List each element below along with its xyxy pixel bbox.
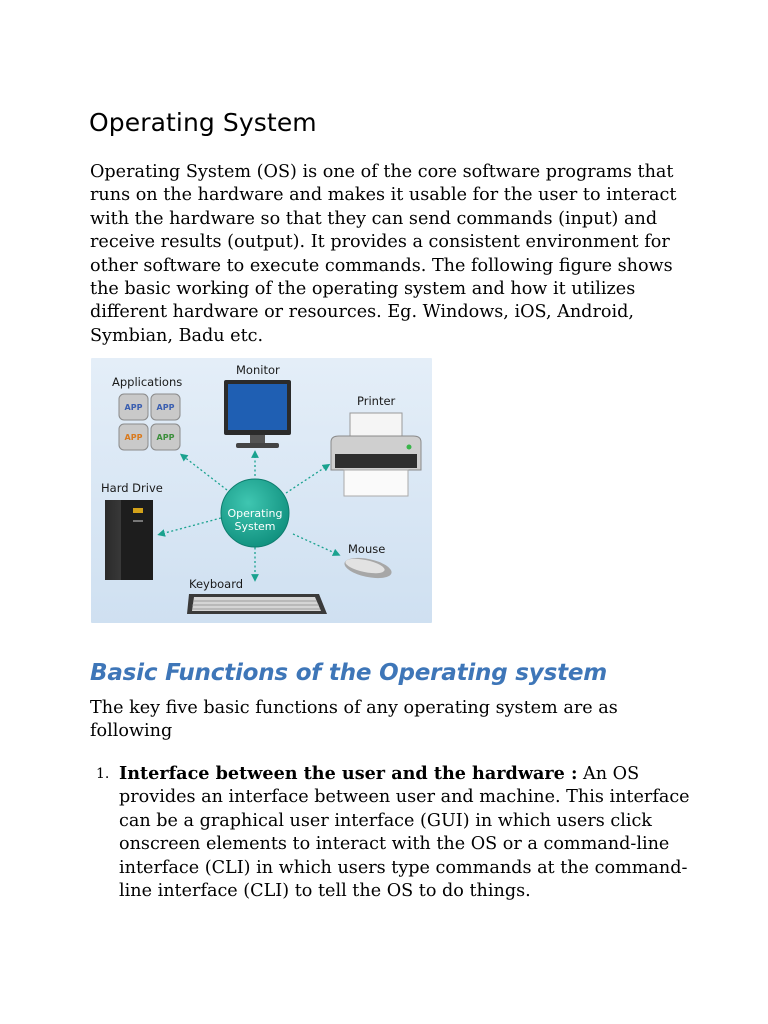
- list-number: 1.: [96, 766, 110, 782]
- list-item-title: Interface between the user and the hardware :: [119, 763, 578, 784]
- list-item: [90, 762, 690, 903]
- os-diagram-figure: [91, 358, 432, 623]
- svg-text:APP: APP: [156, 403, 175, 412]
- mouse-label: Mouse: [348, 542, 386, 556]
- hard-drive-icon: [105, 500, 153, 580]
- svg-text:APP: APP: [124, 403, 143, 412]
- lead-paragraph: The key five basic functions of any operating system are as following: [90, 698, 618, 742]
- hard-drive-label: Hard Drive: [101, 481, 163, 495]
- os-label-line1: Operating: [227, 507, 283, 520]
- keyboard-icon: [187, 594, 327, 614]
- os-diagram: [91, 358, 432, 623]
- section-title: Basic Functions of the Operating system: [90, 660, 608, 686]
- list-item-body: An OS provides an interface between user and machine. This interface can be a graphical user interface (GUI) in which users click onscreen elements to interact with the OS or a command-line interface (CLI) in which users type commands at the command-line interface (CLI) to tell the OS to do things.: [119, 764, 690, 902]
- intro-paragraph: Operating System (OS) is one of the core software programs that runs on the hardware and makes it usable for the user to interact with the hardware so that they can send commands (input) and receive results (output). It provides a consistent environment for other software to execute commands. The following figure shows the basic working of the operating system and how it utilizes different hardware or resources. Eg. Windows, iOS, Android, Symbian, Badu etc.: [90, 162, 677, 346]
- monitor-label: Monitor: [236, 363, 280, 377]
- os-label-line2: System: [234, 520, 276, 533]
- functions-list: [90, 762, 690, 903]
- applications-label: Applications: [112, 375, 183, 389]
- keyboard-label: Keyboard: [189, 577, 244, 591]
- svg-text:APP: APP: [156, 433, 175, 442]
- printer-label: Printer: [357, 394, 396, 408]
- svg-text:APP: APP: [124, 433, 143, 442]
- page-title: Operating System: [89, 108, 317, 137]
